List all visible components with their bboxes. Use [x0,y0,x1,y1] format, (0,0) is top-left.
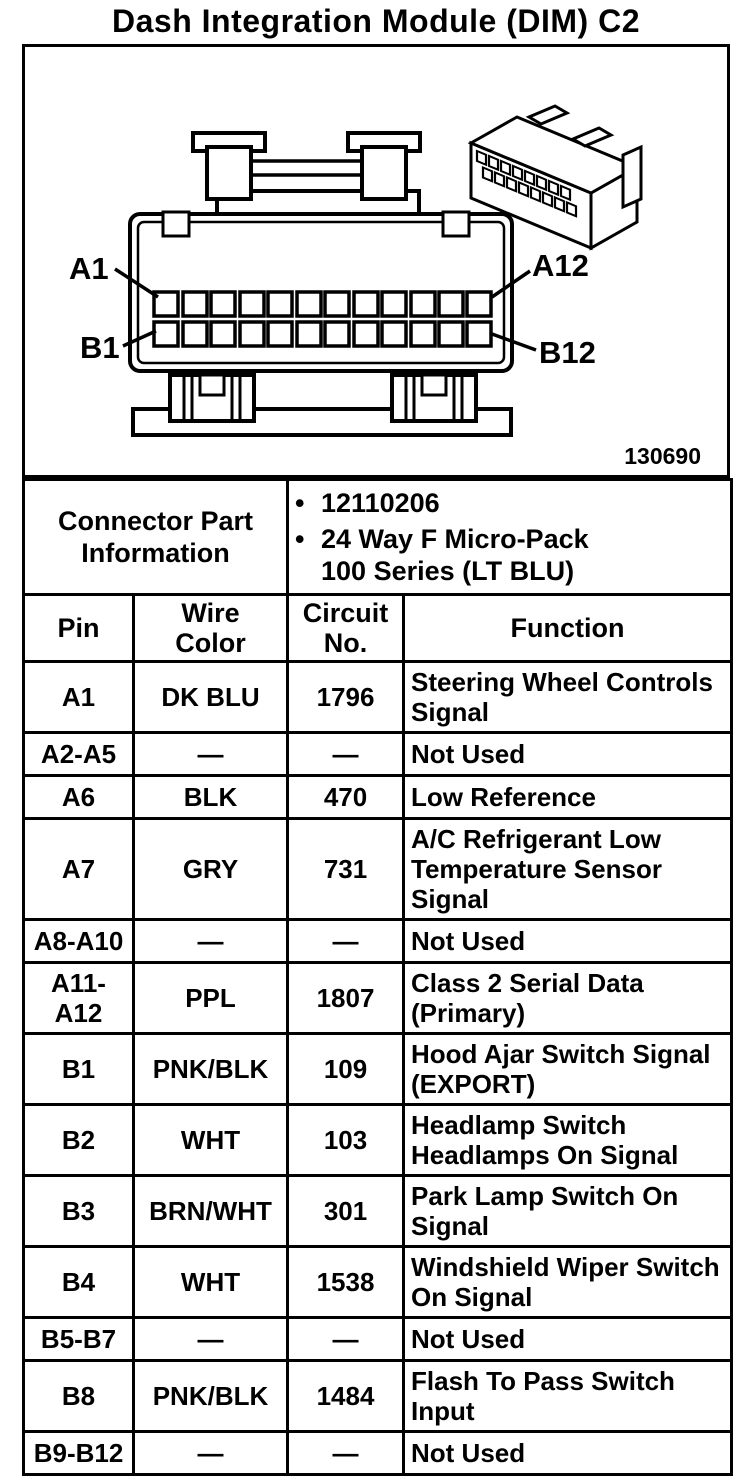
table-row [24,1034,732,1105]
circuit-no-cell: — [288,1432,404,1475]
pin-cell: B3 [24,1176,134,1247]
circuit-no-cell: 470 [288,776,404,819]
function-cell: Windshield Wiper Switch On Signal [404,1247,732,1318]
function-cell: Not Used [404,733,732,776]
wire-color-cell: PPL [134,963,288,1034]
table-row [24,1361,732,1432]
header-pin: Pin [24,595,134,662]
circuit-no-cell: — [288,733,404,776]
function-cell: Steering Wheel Controls Signal [404,662,732,733]
function-cell: Class 2 Serial Data (Primary) [404,963,732,1034]
circuit-no-cell: 1807 [288,963,404,1034]
pin-cell: B8 [24,1361,134,1432]
wire-color-cell: WHT [134,1247,288,1318]
circuit-no-cell: 301 [288,1176,404,1247]
connector-diagram [22,44,730,478]
pin-cell: B9-B12 [24,1432,134,1475]
table-row [24,819,732,920]
pin-cell: A7 [24,819,134,920]
connector-part-info-label: Connector Part Information [24,480,288,595]
pin-cell: A2-A5 [24,733,134,776]
function-cell: Low Reference [404,776,732,819]
wire-color-cell: PNK/BLK [134,1034,288,1105]
connector-foot-left [170,375,254,421]
wire-color-cell: BRN/WHT [134,1176,288,1247]
wire-color-cell: WHT [134,1105,288,1176]
wire-color-cell: — [134,920,288,963]
wire-color-cell: — [134,1432,288,1475]
pin-cell: A6 [24,776,134,819]
table-row [24,1318,732,1361]
table-row [24,963,732,1034]
circuit-no-cell: 731 [288,819,404,920]
connector-type-bullet [295,523,724,587]
pin-cell: A8-A10 [24,920,134,963]
table-row [24,1247,732,1318]
table-row [24,920,732,963]
circuit-no-cell: 1796 [288,662,404,733]
header-wire-color: Wire Color [134,595,288,662]
connector-front-view [130,133,512,435]
function-cell: Flash To Pass Switch Input [404,1361,732,1432]
wire-color-cell: BLK [134,776,288,819]
header-function: Function [404,595,732,662]
wire-color-cell: PNK/BLK [134,1361,288,1432]
connector-type-line2: 100 Series (LT BLU) [321,556,575,586]
circuit-no-cell: — [288,920,404,963]
table-row [24,1432,732,1475]
wire-color-cell: GRY [134,819,288,920]
function-cell: Not Used [404,1318,732,1361]
pinout-table [22,478,733,1476]
page-title: Dash Integration Module (DIM) C2 [112,3,640,39]
function-cell: A/C Refrigerant Low Temperature Sensor Signal [404,819,732,920]
function-cell: Park Lamp Switch On Signal [404,1176,732,1247]
pin-cell: B2 [24,1105,134,1176]
circuit-no-cell: 1538 [288,1247,404,1318]
pin-cell: B5-B7 [24,1318,134,1361]
function-cell: Not Used [404,920,732,963]
circuit-no-cell: 109 [288,1034,404,1105]
table-row [24,662,732,733]
pin-label-a12: A12 [532,248,589,283]
table-row [24,733,732,776]
pin-cell: B1 [24,1034,134,1105]
table-row [24,1176,732,1247]
part-number-bullet [295,487,724,519]
table-row [24,776,732,819]
function-cell: Hood Ajar Switch Signal (EXPORT) [404,1034,732,1105]
pin-label-b12: B12 [539,335,596,370]
wire-color-cell: DK BLU [134,662,288,733]
pin-label-a1: A1 [69,251,109,286]
circuit-no-cell: 103 [288,1105,404,1176]
circuit-no-cell: 1484 [288,1361,404,1432]
function-cell: Not Used [404,1432,732,1475]
part-number: 12110206 [321,488,440,518]
wire-color-cell: — [134,1318,288,1361]
connector-part-info-row [24,480,732,595]
circuit-no-cell: — [288,1318,404,1361]
pin-cell: B4 [24,1247,134,1318]
bullet-icon: • [295,488,305,518]
table-row [24,1105,732,1176]
pin-label-b1: B1 [80,330,120,365]
connector-foot-right [392,375,476,421]
header-circuit-no: Circuit No. [288,595,404,662]
bullet-icon: • [295,524,305,554]
function-cell: Headlamp Switch Headlamps On Signal [404,1105,732,1176]
figure-number: 130690 [624,443,701,469]
connector-part-info-details [288,480,732,595]
pin-cell: A1 [24,662,134,733]
pin-cell: A11-A12 [24,963,134,1034]
connector-type-line1: 24 Way F Micro-Pack [321,524,589,554]
wire-color-cell: — [134,733,288,776]
table-header-row [24,595,732,662]
